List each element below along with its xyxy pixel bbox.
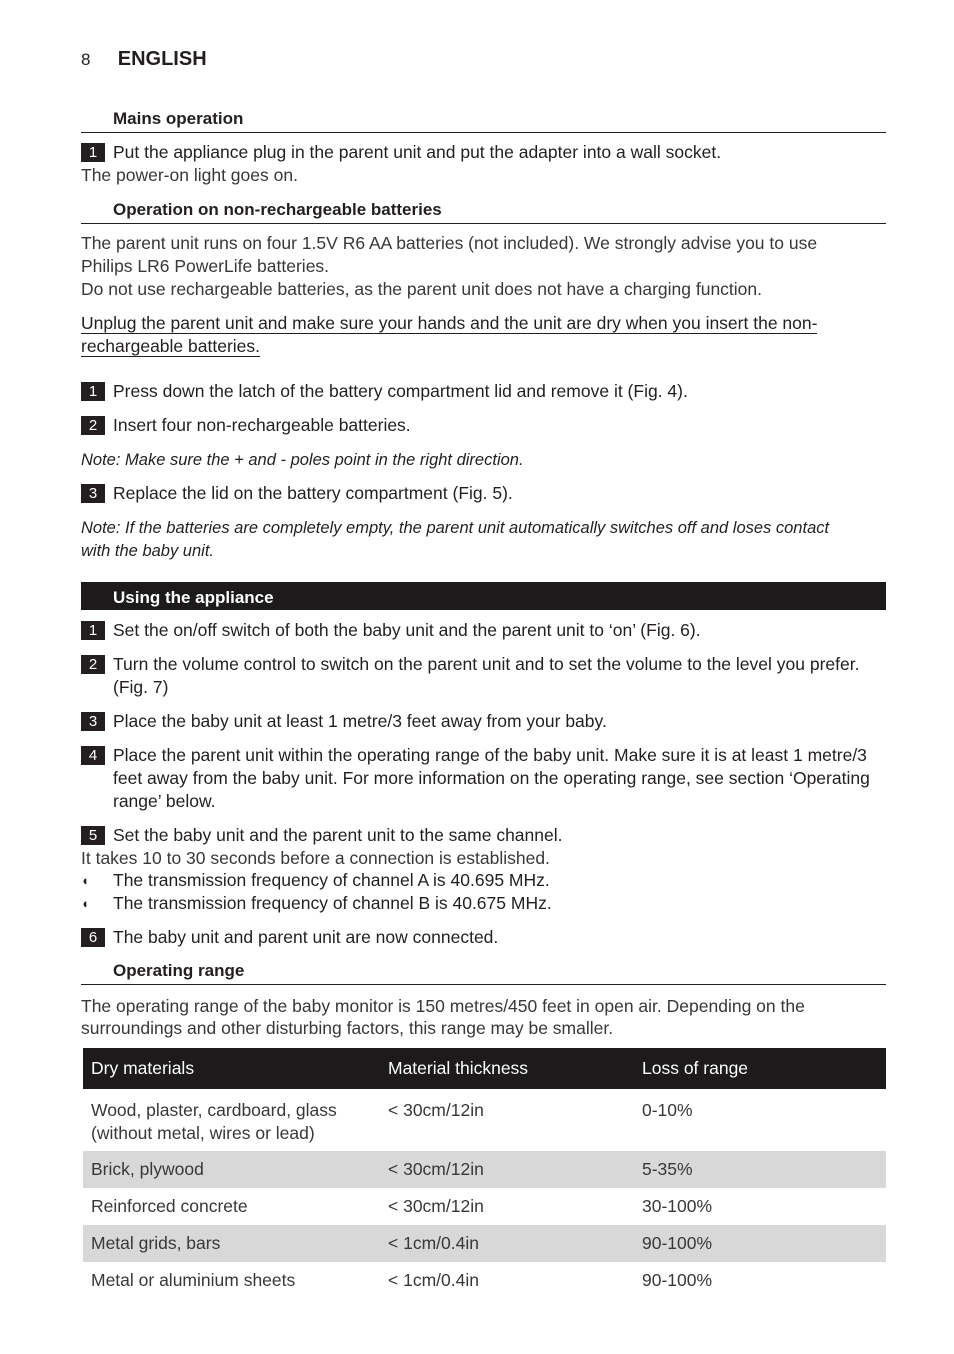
batteries-warning	[81, 312, 886, 358]
step-number: 1	[81, 621, 105, 640]
step-text: Replace the lid on the battery compartment (Fig. 5).	[113, 483, 513, 503]
step-number: 5	[81, 826, 105, 845]
step-text: The baby unit and parent unit are now connected.	[113, 927, 499, 947]
step-text: Put the appliance plug in the parent unit and put the adapter into a wall socket.	[113, 142, 722, 162]
material-cell: Wood, plaster, cardboard, glass (without metal, wires or lead)	[91, 1100, 337, 1143]
thickness-cell: < 1cm/0.4in	[388, 1270, 479, 1290]
batteries-step-1	[81, 380, 886, 403]
batteries-intro-2: Philips LR6 PowerLife batteries.	[81, 256, 330, 276]
table-row	[83, 1151, 886, 1188]
step-text: Set the baby unit and the parent unit to the same channel.	[113, 825, 563, 845]
step-number: 2	[81, 655, 105, 674]
bullet-item	[81, 869, 886, 892]
table-row	[83, 1188, 886, 1225]
loss-cell: 90-100%	[634, 1225, 886, 1262]
step-text: Press down the latch of the battery compartment lid and remove it (Fig. 4).	[113, 381, 688, 401]
section-title: Using the appliance	[113, 588, 274, 607]
batteries-note-1: Note: Make sure the + and - poles point in the right direction.	[81, 451, 524, 469]
operating-range-table	[83, 1048, 886, 1299]
step-number: 3	[81, 712, 105, 731]
step-number: 1	[81, 143, 105, 162]
loss-cell: 90-100%	[642, 1270, 713, 1290]
table-row	[83, 1225, 886, 1262]
step-text: Place the parent unit within the operating range of the baby unit. Make sure it is at least 1 metre/3 feet away from the baby unit. For more information on the operating range, see section ‘Operating range’ below.	[113, 745, 870, 811]
loss-cell: 30-100%	[642, 1196, 713, 1216]
using-result-5: It takes 10 to 30 seconds before a connection is established.	[81, 848, 550, 868]
mains-step-1	[81, 141, 886, 164]
material-cell: Metal or aluminium sheets	[91, 1270, 296, 1290]
using-step-2	[81, 653, 886, 699]
step-text: Set the on/off switch of both the baby unit and the parent unit to ‘on’ (Fig. 6).	[113, 620, 701, 640]
column-header: Material thickness	[380, 1048, 634, 1089]
using-step-4	[81, 744, 886, 813]
note-line-1: Note: If the batteries are completely empty, the parent unit automatically switches off and loses contact	[81, 519, 830, 537]
page-number: 8	[81, 50, 91, 69]
material-cell: Metal grids, bars	[83, 1225, 380, 1262]
loss-cell: 5-35%	[634, 1151, 886, 1188]
column-header: Dry materials	[83, 1048, 380, 1089]
batteries-step-3	[81, 482, 886, 505]
step-text: Insert four non-rechargeable batteries.	[113, 415, 411, 435]
using-step-1	[81, 619, 886, 642]
section-batteries	[81, 197, 886, 224]
section-title: Operating range	[113, 961, 245, 980]
range-intro-2: surroundings and other disturbing factors, this range may be smaller.	[81, 1018, 614, 1038]
step-number: 2	[81, 416, 105, 435]
material-cell: Reinforced concrete	[91, 1196, 248, 1216]
page-header	[81, 48, 207, 71]
table-header-row	[83, 1048, 886, 1089]
loss-cell: 0-10%	[642, 1100, 693, 1120]
section-mains-operation	[81, 106, 886, 133]
warning-line-1: Unplug the parent unit and make sure your hands and the unit are dry when you insert the non-	[81, 313, 818, 333]
table-row	[83, 1262, 886, 1299]
range-intro-1: The operating range of the baby monitor is 150 metres/450 feet in open air. Depending on the	[81, 996, 805, 1016]
batteries-intro-3: Do not use rechargeable batteries, as the parent unit does not have a charging function.	[81, 279, 763, 299]
bullet-text: The transmission frequency of channel B is 40.675 MHz.	[113, 893, 552, 913]
thickness-cell: < 30cm/12in	[388, 1196, 484, 1216]
thickness-cell: < 30cm/12in	[380, 1151, 634, 1188]
bullet-text: The transmission frequency of channel A is 40.695 MHz.	[113, 870, 550, 890]
batteries-intro-1: The parent unit runs on four 1.5V R6 AA batteries (not included). We strongly advise you to use	[81, 233, 818, 253]
using-step-5	[81, 824, 886, 847]
section-title: Mains operation	[113, 109, 244, 128]
language-heading: ENGLISH	[117, 48, 207, 70]
warning-line-2: rechargeable batteries.	[81, 336, 260, 356]
using-step-3	[81, 710, 886, 733]
step-number: 3	[81, 484, 105, 503]
bullet-icon: ◖	[81, 873, 89, 888]
mains-result: The power-on light goes on.	[81, 165, 298, 185]
step-number: 4	[81, 746, 105, 765]
column-header: Loss of range	[634, 1048, 886, 1089]
batteries-note-2	[81, 517, 886, 563]
step-text: Place the baby unit at least 1 metre/3 feet away from your baby.	[113, 711, 607, 731]
section-using-appliance	[81, 582, 886, 610]
step-text: Turn the volume control to switch on the parent unit and to set the volume to the level you prefer. (Fig. 7)	[113, 654, 860, 697]
step-number: 1	[81, 382, 105, 401]
bullet-icon: ◖	[81, 896, 89, 911]
section-title: Operation on non-rechargeable batteries	[113, 200, 442, 219]
step-number: 6	[81, 928, 105, 947]
section-operating-range	[81, 958, 886, 985]
table-row	[83, 1089, 886, 1151]
note-line-2: with the baby unit.	[81, 542, 214, 560]
material-cell: Brick, plywood	[83, 1151, 380, 1188]
thickness-cell: < 1cm/0.4in	[380, 1225, 634, 1262]
bullet-item	[81, 892, 886, 915]
using-step-6	[81, 926, 886, 949]
batteries-step-2	[81, 414, 886, 437]
thickness-cell: < 30cm/12in	[388, 1100, 484, 1120]
